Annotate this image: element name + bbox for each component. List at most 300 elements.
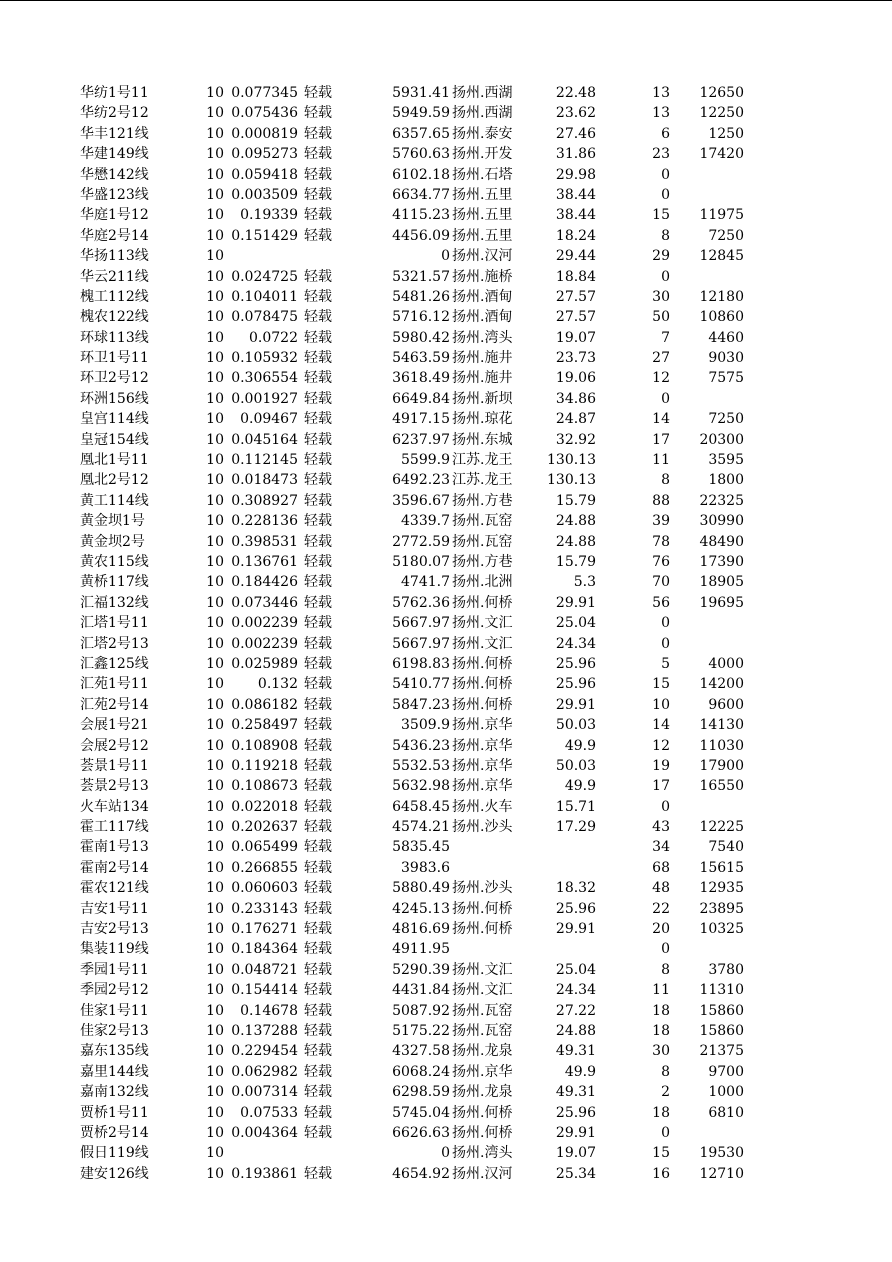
line-name-cell: 皇冠154线 — [80, 431, 149, 448]
area-cell: 扬州.西湖 — [452, 85, 513, 101]
count-cell: 18 — [652, 1104, 670, 1121]
length-cell: 27.22 — [555, 1002, 596, 1019]
load-ratio-cell: 0.108673 — [231, 778, 298, 795]
area-cell: 扬州.北洲 — [452, 574, 513, 591]
value-cell: 4327.58 — [392, 1043, 450, 1060]
line-name-cell: 华云211线 — [80, 268, 149, 285]
length-cell: 22.48 — [555, 85, 596, 101]
count-cell: 8 — [661, 961, 670, 978]
table-row — [0, 1082, 892, 1102]
value-cell: 4339.7 — [401, 513, 450, 530]
load-status-cell: 轻载 — [304, 431, 332, 448]
load-ratio-cell: 0.07533 — [240, 1104, 298, 1121]
value-cell: 5599.9 — [401, 452, 450, 469]
capacity-cell: 17390 — [699, 553, 744, 570]
capacity-cell: 15860 — [699, 1022, 744, 1039]
line-name-cell: 嘉南132线 — [80, 1084, 149, 1101]
table-row — [0, 307, 892, 327]
voltage-cell: 10 — [206, 553, 224, 570]
capacity-cell: 12845 — [699, 248, 744, 265]
value-cell: 6298.59 — [392, 1084, 450, 1101]
load-ratio-cell: 0.095273 — [231, 146, 298, 163]
line-name-cell: 华建149线 — [80, 146, 149, 163]
count-cell: 76 — [652, 553, 670, 570]
capacity-cell: 12650 — [699, 85, 744, 101]
load-ratio-cell: 0.059418 — [231, 166, 298, 183]
count-cell: 8 — [661, 227, 670, 244]
voltage-cell: 10 — [206, 207, 224, 224]
area-cell: 扬州.瓦窑 — [452, 1002, 513, 1019]
line-name-cell: 荟景2号13 — [80, 778, 149, 795]
voltage-cell: 10 — [206, 941, 224, 958]
load-ratio-cell: 0.075436 — [231, 105, 298, 122]
area-cell: 扬州.施桥 — [452, 268, 513, 285]
value-cell: 6102.18 — [392, 166, 450, 183]
voltage-cell: 10 — [206, 125, 224, 142]
table-row — [0, 919, 892, 939]
capacity-cell: 17900 — [699, 757, 744, 774]
value-cell: 3509.9 — [401, 717, 450, 734]
table-row — [0, 287, 892, 307]
load-status-cell: 轻载 — [304, 1165, 332, 1182]
line-name-cell: 贾桥1号11 — [80, 1104, 149, 1121]
capacity-cell: 14130 — [699, 717, 744, 734]
count-cell: 6 — [661, 125, 670, 142]
load-ratio-cell: 0.105932 — [231, 350, 298, 367]
value-cell: 6237.97 — [392, 431, 450, 448]
table-row — [0, 1001, 892, 1021]
area-cell: 扬州.何桥 — [452, 594, 513, 611]
count-cell: 0 — [661, 941, 670, 958]
table-row — [0, 165, 892, 185]
load-status-cell: 轻载 — [304, 513, 332, 530]
length-cell: 49.31 — [555, 1084, 596, 1101]
length-cell: 15.79 — [555, 492, 596, 509]
voltage-cell: 10 — [206, 594, 224, 611]
count-cell: 19 — [652, 757, 670, 774]
load-status-cell: 轻载 — [304, 839, 332, 856]
length-cell: 27.46 — [555, 125, 596, 142]
capacity-cell: 7540 — [708, 839, 744, 856]
load-status-cell: 轻载 — [304, 533, 332, 550]
count-cell: 18 — [652, 1022, 670, 1039]
line-name-cell: 凰北1号11 — [80, 452, 149, 469]
load-status-cell: 轻载 — [304, 737, 332, 754]
load-ratio-cell: 0.018473 — [231, 472, 298, 489]
line-name-cell: 贾桥2号14 — [80, 1124, 149, 1141]
load-ratio-cell: 0.073446 — [231, 594, 298, 611]
load-status-cell: 轻载 — [304, 329, 332, 346]
table-row — [0, 348, 892, 368]
length-cell: 19.07 — [555, 1145, 596, 1162]
area-cell: 扬州.开发 — [452, 146, 513, 163]
table-row — [0, 634, 892, 654]
value-cell: 0 — [441, 248, 450, 265]
table-row — [0, 797, 892, 817]
length-cell: 18.24 — [555, 227, 596, 244]
table-row — [0, 552, 892, 572]
length-cell: 15.79 — [555, 553, 596, 570]
load-status-cell: 轻载 — [304, 227, 332, 244]
load-ratio-cell: 0.024725 — [231, 268, 298, 285]
load-status-cell: 轻载 — [304, 819, 332, 836]
voltage-cell: 10 — [206, 635, 224, 652]
area-cell: 扬州.湾头 — [452, 329, 513, 346]
load-status-cell: 轻载 — [304, 880, 332, 897]
table-row — [0, 103, 892, 123]
length-cell: 18.32 — [555, 880, 596, 897]
voltage-cell: 10 — [206, 961, 224, 978]
capacity-cell: 11030 — [699, 737, 744, 754]
length-cell: 130.13 — [547, 472, 596, 489]
count-cell: 14 — [652, 717, 670, 734]
value-cell: 4816.69 — [392, 921, 450, 938]
value-cell: 5835.45 — [392, 839, 450, 856]
table-row — [0, 715, 892, 735]
load-status-cell: 轻载 — [304, 1043, 332, 1060]
load-ratio-cell: 0.184364 — [231, 941, 298, 958]
length-cell: 15.71 — [555, 798, 596, 815]
count-cell: 10 — [652, 696, 670, 713]
line-name-cell: 黄桥117线 — [80, 574, 149, 591]
table-row — [0, 226, 892, 246]
count-cell: 88 — [652, 492, 670, 509]
voltage-cell: 10 — [206, 819, 224, 836]
count-cell: 78 — [652, 533, 670, 550]
value-cell: 3596.67 — [392, 492, 450, 509]
line-name-cell: 环洲156线 — [80, 390, 149, 407]
load-ratio-cell: 0.306554 — [231, 370, 298, 387]
count-cell: 5 — [661, 655, 670, 672]
area-cell: 扬州.文汇 — [452, 982, 513, 999]
length-cell: 31.86 — [555, 146, 596, 163]
load-ratio-cell: 0.004364 — [231, 1124, 298, 1141]
voltage-cell: 10 — [206, 85, 224, 101]
voltage-cell: 10 — [206, 737, 224, 754]
voltage-cell: 10 — [206, 248, 224, 265]
load-status-cell: 轻载 — [304, 1104, 332, 1121]
length-cell: 24.88 — [555, 513, 596, 530]
length-cell: 25.96 — [555, 676, 596, 693]
load-status-cell: 轻载 — [304, 676, 332, 693]
length-cell: 24.88 — [555, 533, 596, 550]
line-name-cell: 黄金坝1号 — [80, 513, 145, 530]
area-cell: 扬州.何桥 — [452, 696, 513, 713]
value-cell: 5847.23 — [392, 696, 450, 713]
load-status-cell: 轻载 — [304, 798, 332, 815]
capacity-cell: 7575 — [708, 370, 744, 387]
area-cell: 扬州.文汇 — [452, 961, 513, 978]
load-status-cell: 轻载 — [304, 778, 332, 795]
area-cell: 扬州.京华 — [452, 778, 513, 795]
voltage-cell: 10 — [206, 533, 224, 550]
load-status-cell: 轻载 — [304, 553, 332, 570]
area-cell: 扬州.京华 — [452, 757, 513, 774]
count-cell: 18 — [652, 1002, 670, 1019]
count-cell: 68 — [652, 859, 670, 876]
value-cell: 5410.77 — [392, 676, 450, 693]
load-ratio-cell: 0.104011 — [231, 288, 298, 305]
count-cell: 56 — [652, 594, 670, 611]
capacity-cell: 11310 — [699, 982, 744, 999]
area-cell: 扬州.瓦窑 — [452, 513, 513, 530]
table-row — [0, 205, 892, 225]
capacity-cell: 19530 — [699, 1145, 744, 1162]
count-cell: 34 — [652, 839, 670, 856]
load-ratio-cell: 0.003509 — [231, 186, 298, 203]
line-name-cell: 会展2号12 — [80, 737, 149, 754]
line-name-cell: 假日119线 — [80, 1145, 149, 1162]
value-cell: 5745.04 — [392, 1104, 450, 1121]
area-cell: 江苏.龙王 — [452, 472, 513, 489]
voltage-cell: 10 — [206, 778, 224, 795]
voltage-cell: 10 — [206, 859, 224, 876]
capacity-cell: 19695 — [699, 594, 744, 611]
table-row — [0, 695, 892, 715]
load-ratio-cell: 0.151429 — [231, 227, 298, 244]
length-cell: 17.29 — [555, 819, 596, 836]
value-cell: 5880.49 — [392, 880, 450, 897]
capacity-cell: 12180 — [699, 288, 744, 305]
length-cell: 24.34 — [555, 982, 596, 999]
load-status-cell: 轻载 — [304, 900, 332, 917]
capacity-cell: 3595 — [708, 452, 744, 469]
length-cell: 29.44 — [555, 248, 596, 265]
load-status-cell: 轻载 — [304, 1084, 332, 1101]
capacity-cell: 6810 — [708, 1104, 744, 1121]
load-status-cell: 轻载 — [304, 757, 332, 774]
voltage-cell: 10 — [206, 1063, 224, 1080]
load-ratio-cell: 0.308927 — [231, 492, 298, 509]
line-name-cell: 季园1号11 — [80, 961, 149, 978]
value-cell: 5290.39 — [392, 961, 450, 978]
load-status-cell: 轻载 — [304, 921, 332, 938]
load-ratio-cell: 0.229454 — [231, 1043, 298, 1060]
area-cell: 扬州.沙头 — [452, 819, 513, 836]
length-cell: 29.91 — [555, 594, 596, 611]
capacity-cell: 22325 — [699, 492, 744, 509]
value-cell: 6068.24 — [392, 1063, 450, 1080]
load-status-cell: 轻载 — [304, 85, 332, 101]
count-cell: 23 — [652, 146, 670, 163]
length-cell: 25.04 — [555, 961, 596, 978]
count-cell: 14 — [652, 411, 670, 428]
line-name-cell: 嘉东135线 — [80, 1043, 149, 1060]
line-name-cell: 集装119线 — [80, 941, 149, 958]
table-row — [0, 960, 892, 980]
load-ratio-cell: 0.086182 — [231, 696, 298, 713]
line-name-cell: 黄金坝2号 — [80, 533, 145, 550]
count-cell: 8 — [661, 1063, 670, 1080]
voltage-cell: 10 — [206, 1002, 224, 1019]
value-cell: 5931.41 — [392, 85, 450, 101]
line-name-cell: 火车站134 — [80, 798, 149, 815]
table-row — [0, 613, 892, 633]
table-row — [0, 899, 892, 919]
table-row — [0, 878, 892, 898]
value-cell: 4431.84 — [392, 982, 450, 999]
value-cell: 3983.6 — [401, 859, 450, 876]
line-name-cell: 吉安1号11 — [80, 900, 149, 917]
table-row — [0, 837, 892, 857]
value-cell: 6634.77 — [392, 186, 450, 203]
table-row — [0, 1143, 892, 1163]
length-cell: 49.31 — [555, 1043, 596, 1060]
line-name-cell: 嘉里144线 — [80, 1063, 149, 1080]
line-name-cell: 佳家2号13 — [80, 1022, 149, 1039]
area-cell: 扬州.何桥 — [452, 1104, 513, 1121]
value-cell: 5980.42 — [392, 329, 450, 346]
voltage-cell: 10 — [206, 227, 224, 244]
value-cell: 6492.23 — [392, 472, 450, 489]
count-cell: 0 — [661, 1124, 670, 1141]
table-row — [0, 185, 892, 205]
load-ratio-cell: 0.062982 — [231, 1063, 298, 1080]
capacity-cell: 16550 — [699, 778, 744, 795]
voltage-cell: 10 — [206, 350, 224, 367]
capacity-cell: 4460 — [708, 329, 744, 346]
load-ratio-cell: 0.193861 — [231, 1165, 298, 1182]
table-row — [0, 756, 892, 776]
area-cell: 扬州.石塔 — [452, 166, 513, 183]
line-name-cell: 黄工114线 — [80, 492, 149, 509]
length-cell: 23.62 — [555, 105, 596, 122]
voltage-cell: 10 — [206, 900, 224, 917]
voltage-cell: 10 — [206, 921, 224, 938]
value-cell: 4574.21 — [392, 819, 450, 836]
voltage-cell: 10 — [206, 880, 224, 897]
length-cell: 25.34 — [555, 1165, 596, 1182]
area-cell: 扬州.龙泉 — [452, 1084, 513, 1101]
value-cell: 4741.7 — [401, 574, 450, 591]
area-cell: 扬州.汉河 — [452, 1165, 513, 1182]
load-ratio-cell: 0.048721 — [231, 961, 298, 978]
count-cell: 11 — [652, 982, 670, 999]
count-cell: 12 — [652, 370, 670, 387]
value-cell: 5667.97 — [392, 635, 450, 652]
count-cell: 17 — [652, 431, 670, 448]
value-cell: 5632.98 — [392, 778, 450, 795]
table-row — [0, 532, 892, 552]
capacity-cell: 1800 — [708, 472, 744, 489]
count-cell: 13 — [652, 85, 670, 101]
load-ratio-cell: 0.09467 — [240, 411, 298, 428]
line-name-cell: 槐工112线 — [80, 288, 149, 305]
line-name-cell: 华盛123线 — [80, 186, 149, 203]
count-cell: 15 — [652, 676, 670, 693]
load-status-cell: 轻载 — [304, 635, 332, 652]
area-cell: 扬州.五里 — [452, 207, 513, 224]
count-cell: 0 — [661, 615, 670, 632]
table-row — [0, 572, 892, 592]
area-cell: 扬州.东城 — [452, 431, 513, 448]
load-ratio-cell: 0.002239 — [231, 635, 298, 652]
voltage-cell: 10 — [206, 1084, 224, 1101]
table-row — [0, 470, 892, 490]
value-cell: 5762.36 — [392, 594, 450, 611]
load-status-cell: 轻载 — [304, 655, 332, 672]
load-ratio-cell: 0.078475 — [231, 309, 298, 326]
load-ratio-cell: 0.132 — [257, 676, 298, 693]
line-name-cell: 黄农115线 — [80, 553, 149, 570]
count-cell: 15 — [652, 207, 670, 224]
length-cell: 29.91 — [555, 1124, 596, 1141]
load-status-cell: 轻载 — [304, 696, 332, 713]
area-cell: 扬州.沙头 — [452, 880, 513, 897]
length-cell: 24.34 — [555, 635, 596, 652]
load-ratio-cell: 0.000819 — [231, 125, 298, 142]
count-cell: 7 — [661, 329, 670, 346]
count-cell: 39 — [652, 513, 670, 530]
load-ratio-cell: 0.136761 — [231, 553, 298, 570]
table-row — [0, 430, 892, 450]
table-row — [0, 246, 892, 266]
value-cell: 5716.12 — [392, 309, 450, 326]
load-ratio-cell: 0.266855 — [231, 859, 298, 876]
capacity-cell: 11975 — [699, 207, 744, 224]
length-cell: 25.96 — [555, 655, 596, 672]
load-ratio-cell: 0.154414 — [231, 982, 298, 999]
area-cell: 扬州.泰安 — [452, 125, 513, 142]
table-row — [0, 368, 892, 388]
load-status-cell: 轻载 — [304, 1022, 332, 1039]
capacity-cell: 12225 — [699, 819, 744, 836]
table-row — [0, 736, 892, 756]
value-cell: 6458.45 — [392, 798, 450, 815]
voltage-cell: 10 — [206, 370, 224, 387]
capacity-cell: 20300 — [699, 431, 744, 448]
capacity-cell: 1250 — [708, 125, 744, 142]
load-ratio-cell: 0.077345 — [231, 85, 298, 101]
count-cell: 27 — [652, 350, 670, 367]
area-cell: 扬州.五里 — [452, 227, 513, 244]
load-ratio-cell: 0.14678 — [240, 1002, 298, 1019]
table-row — [0, 593, 892, 613]
load-ratio-cell: 0.137288 — [231, 1022, 298, 1039]
area-cell: 扬州.文汇 — [452, 635, 513, 652]
voltage-cell: 10 — [206, 615, 224, 632]
voltage-cell: 10 — [206, 513, 224, 530]
load-ratio-cell: 0.119218 — [231, 757, 298, 774]
voltage-cell: 10 — [206, 574, 224, 591]
area-cell: 扬州.方巷 — [452, 492, 513, 509]
area-cell: 扬州.京华 — [452, 737, 513, 754]
load-ratio-cell: 0.398531 — [231, 533, 298, 550]
area-cell: 扬州.新坝 — [452, 390, 513, 407]
voltage-cell: 10 — [206, 1104, 224, 1121]
area-cell: 扬州.施井 — [452, 370, 513, 387]
line-name-cell: 汇苑1号11 — [80, 676, 149, 693]
line-name-cell: 华纺1号11 — [80, 85, 149, 101]
line-name-cell: 环卫1号11 — [80, 350, 149, 367]
count-cell: 50 — [652, 309, 670, 326]
load-status-cell: 轻载 — [304, 105, 332, 122]
voltage-cell: 10 — [206, 268, 224, 285]
load-ratio-cell: 0.060603 — [231, 880, 298, 897]
area-cell: 扬州.琼花 — [452, 411, 513, 428]
capacity-cell: 12710 — [699, 1165, 744, 1182]
table-row — [0, 124, 892, 144]
capacity-cell: 30990 — [699, 513, 744, 530]
value-cell: 5436.23 — [392, 737, 450, 754]
voltage-cell: 10 — [206, 1022, 224, 1039]
load-status-cell: 轻载 — [304, 1063, 332, 1080]
voltage-cell: 10 — [206, 676, 224, 693]
line-name-cell: 槐农122线 — [80, 309, 149, 326]
length-cell: 32.92 — [555, 431, 596, 448]
load-ratio-cell: 0.176271 — [231, 921, 298, 938]
value-cell: 6198.83 — [392, 655, 450, 672]
